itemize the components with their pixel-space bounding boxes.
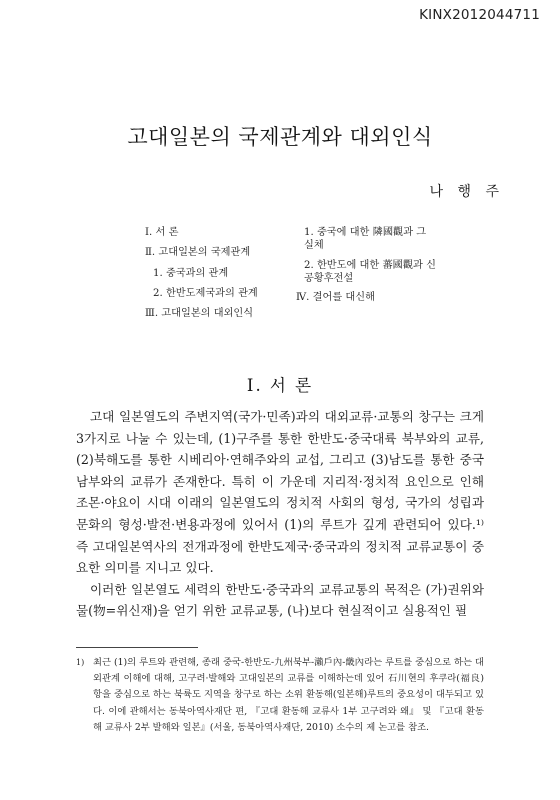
footnote-text: 최근 (1)의 루트와 관련해, 종래 중국-한반도-九州북부-瀨戶內-畿內라는 루트를 중심으로 하는 대외관계 이해에 대해, 고구려·발해와 고대일본의 교류를 이해하는데 있어 石川현의 후쿠라(福良)항을 중심으로 하는 북륙도 지역을 창구로 하는 소위 환동해(일본해)루트의 중요성이 대두되고 있다. 이에 관해서는 동북아역사재단 편, 『고대 환동해 교류사 1부 고구려와 왜』 및 『고대 환동해 교류사 2부 발해와 일본』(서울, 동북아역사재단, 2010) 소수의 제 논고를 참조. — [93, 657, 484, 733]
footnote-divider — [76, 647, 198, 648]
table-of-contents-right — [296, 226, 466, 310]
toc-item: Ⅳ. 결어를 대신해 — [296, 292, 375, 303]
footnote — [76, 655, 484, 736]
section-heading: Ⅰ. 서 론 — [246, 376, 314, 395]
toc-item: Ⅱ. 고대일본의 국제관계 — [145, 247, 251, 259]
footnote-mark: 1) — [76, 658, 85, 667]
toc-item: 1. 중국에 대한 隣國觀과 그 실체 — [304, 227, 427, 252]
toc-item: 1. 중국과의 관계 — [153, 267, 229, 279]
body-text — [76, 406, 484, 622]
paragraph: 이러한 일본열도 세력의 한반도·중국과의 교류교통의 목적은 (가)권위와 물(物=위신재)을 얻기 위한 교류교통, (나)보다 현실적이고 실용적인 필 — [76, 581, 484, 619]
toc-item: 2. 한반도에 대한 蕃國觀과 신공황후전설 — [304, 259, 436, 284]
paper-title: 고대일본의 국제관계와 대외인식 — [127, 125, 433, 149]
table-of-contents-left — [145, 226, 315, 327]
toc-item: 2. 한반도제국과의 관계 — [153, 287, 258, 299]
paragraph: 고대 일본열도의 주변지역(국가·민족)과의 대외교류·교통의 창구는 크게 3가지로 나눌 수 있는데, (1)구주를 통한 한반도·중국대륙 북부와의 교류, (2)북해도를 통한 시베리아·연해주와의 교섭, 그리고 (3)남도를 통한 중국남부와의 교류가 존재한다. 특히 이 가운데 지리적·정치적 요인으로 인해 조몬·야요이 시대 이래의 일본열도의 정치적 사회의 형성, 국가의 성립과 문화의 형성·발전·변용과정에 있어서 (1)의 루트가 깊게 관련되어 있다.¹⁾ 즉 고대일본역사의 전개과정에 한반도제국·중국과의 정치적 교류교통이 중요한 의미를 지니고 있다. — [76, 409, 484, 576]
toc-item: Ⅰ. 서 론 — [145, 227, 179, 238]
toc-item: Ⅲ. 고대일본의 대외인식 — [145, 308, 254, 319]
author-name: 나 행 주 — [429, 184, 504, 200]
document-id: KINX2012044711 — [419, 7, 540, 23]
